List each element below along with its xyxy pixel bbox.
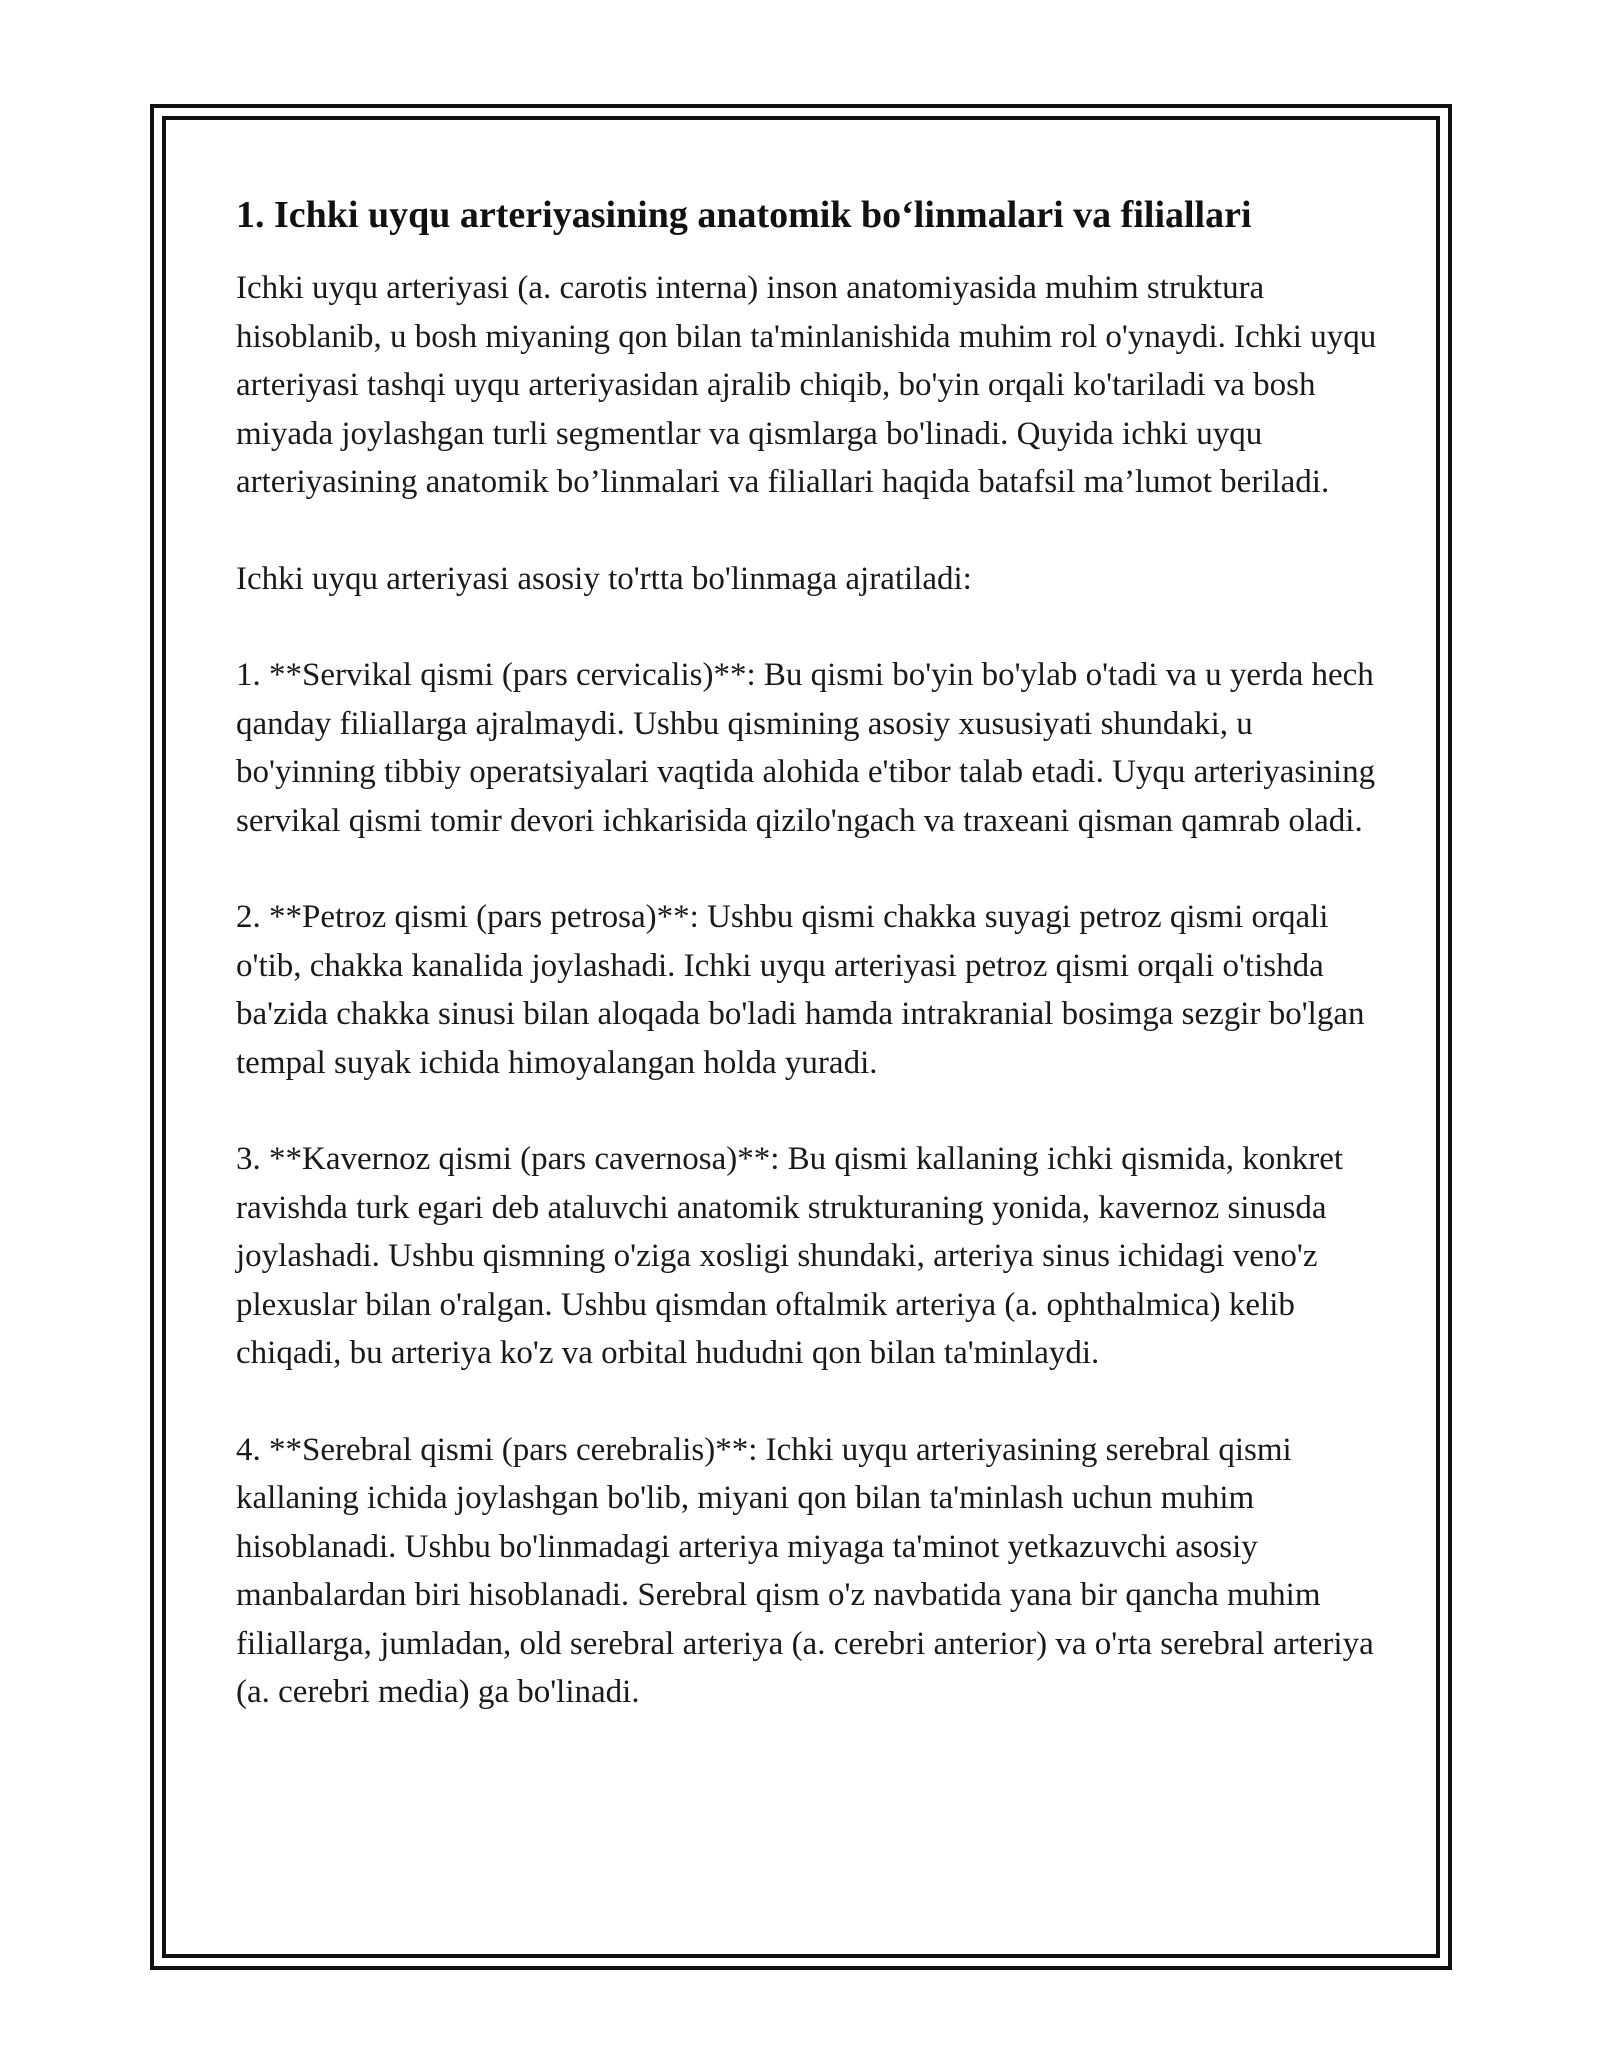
paragraph-petroz: 2. **Petroz qismi (pars petrosa)**: Ushbu qismi chakka suyagi petroz qismi orqali o'tib, chakka kanalida joylashadi. Ichki uyqu arteriyasi petroz qismi orqali o'tishda ba'zida chakka sinusi bilan aloqada bo'ladi hamda intrakranial bosimga sezgir bo'lgan tempal suyak ichida himoyalangan holda yuradi. [236,899,1365,1081]
document-body [236,188,1386,1717]
section-title: 1. Ichki uyqu arteriyasining anatomik bo‘linmalari va filiallari [236,194,1252,236]
paragraph-intro: Ichki uyqu arteriyasi (a. carotis interna) inson anatomiyasida muhim struktura hisoblanib, u bosh miyaning qon bilan ta'minlanishida muhim rol o'ynaydi. Ichki uyqu arteriyasi tashqi uyqu arteriyasidan ajralib chiqib, bo'yin orqali ko'tariladi va bosh miyada joylashgan turli segmentlar va qismlarga bo'linadi. Quyida ichki uyqu arteriyasining anatomik bo’linmalari va filiallari haqida batafsil ma’lumot beriladi. [236,270,1377,500]
paragraph-divisions-lead: Ichki uyqu arteriyasi asosiy to'rtta bo'linmaga ajratiladi: [236,560,972,597]
paragraph-serebral: 4. **Serebral qismi (pars cerebralis)**: Ichki uyqu arteriyasining serebral qismi kallaning ichida joylashgan bo'lib, miyani qon bilan ta'minlash uchun muhim hisoblanadi. Ushbu bo'linmadagi arteriya miyaga ta'minot yetkazuvchi asosiy manbalardan biri hisoblanadi. Serebral qism o'z navbatida yana bir qancha muhim filiallarga, jumladan, old serebral arteriya (a. cerebri anterior) va o'rta serebral arteriya (a. cerebri media) ga bo'linadi. [236,1431,1374,1710]
paragraph-servikal: 1. **Servikal qismi (pars cervicalis)**: Bu qismi bo'yin bo'ylab o'tadi va u yerda hech qanday filiallarga ajralmaydi. Ushbu qismining asosiy xususiyati shundaki, u bo'yinning tibbiy operatsiyalari vaqtida alohida e'tibor talab etadi. Uyqu arteriyasining servikal qismi tomir devori ichkarisida qizilo'ngach va traxeani qisman qamrab oladi. [236,657,1376,839]
paragraph-kavernoz: 3. **Kavernoz qismi (pars cavernosa)**: Bu qismi kallaning ichki qismida, konkret ravishda turk egari deb ataluvchi anatomik strukturaning yonida, kavernoz sinusda joylashadi. Ushbu qismning o'ziga xosligi shundaki, arteriya sinus ichidagi veno'z plexuslar bilan o'ralgan. Ushbu qismdan oftalmik arteriya (a. ophthalmica) kelib chiqadi, bu arteriya ko'z va orbital hududni qon bilan ta'minlaydi. [236,1141,1344,1371]
